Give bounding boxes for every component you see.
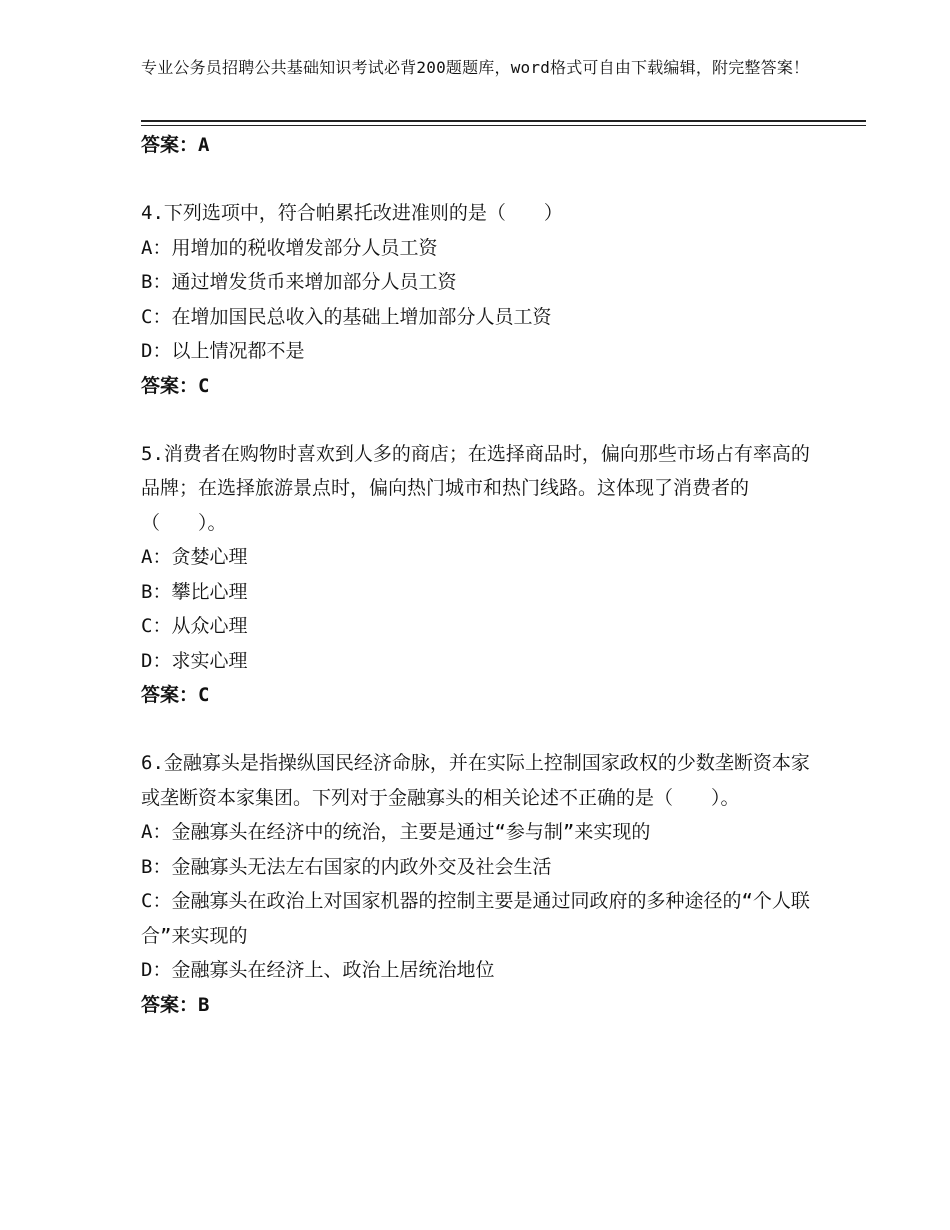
question-6	[141, 746, 821, 1022]
question-5-option-c: C：从众心理	[141, 615, 248, 637]
question-5	[141, 437, 821, 713]
question-4-stem: 4.下列选项中，符合帕累托改进准则的是（ ）	[141, 202, 563, 224]
question-5-option-a: A：贪婪心理	[141, 546, 248, 568]
question-4-answer: 答案：C	[141, 374, 210, 397]
question-5-option-d: D：求实心理	[141, 649, 248, 672]
question-5-option-b: B：攀比心理	[141, 580, 248, 603]
header-divider-thin	[141, 125, 866, 126]
document-header-note: 专业公务员招聘公共基础知识考试必背200题题库，word格式可自由下载编辑，附完整答案！	[141, 58, 810, 77]
question-5-answer: 答案：C	[141, 684, 210, 706]
question-6-option-d: D：金融寡头在经济上、政治上居统治地位	[141, 959, 495, 981]
question-5-stem: 5.消费者在购物时喜欢到人多的商店；在选择商品时，偏向那些市场占有率高的品牌；在选择旅游景点时，偏向热门城市和热门线路。这体现了消费者的（ ）。	[141, 442, 810, 534]
question-6-option-c: C：金融寡头在政治上对国家机器的控制主要是通过同政府的多种途径的“个人联合”来实现的	[141, 890, 810, 947]
question-6-answer: 答案：B	[141, 993, 210, 1016]
question-6-option-b: B：金融寡头无法左右国家的内政外交及社会生活	[141, 855, 552, 878]
answer-prev: 答案：A	[141, 134, 210, 156]
question-4-option-b: B：通过增发货币来增加部分人员工资	[141, 271, 457, 293]
question-4	[141, 196, 821, 403]
question-content	[141, 128, 821, 1022]
question-6-stem: 6.金融寡头是指操纵国民经济命脉，并在实际上控制国家政权的少数垄断资本家或垄断资本家集团。下列对于金融寡头的相关论述不正确的是（ ）。	[141, 752, 810, 809]
question-4-option-c: C：在增加国民总收入的基础上增加部分人员工资	[141, 305, 552, 328]
header-divider-thick	[141, 120, 866, 122]
question-6-option-a: A：金融寡头在经济中的统治，主要是通过“参与制”来实现的	[141, 821, 651, 843]
question-4-option-d: D：以上情况都不是	[141, 340, 305, 362]
question-4-option-a: A：用增加的税收增发部分人员工资	[141, 236, 438, 259]
